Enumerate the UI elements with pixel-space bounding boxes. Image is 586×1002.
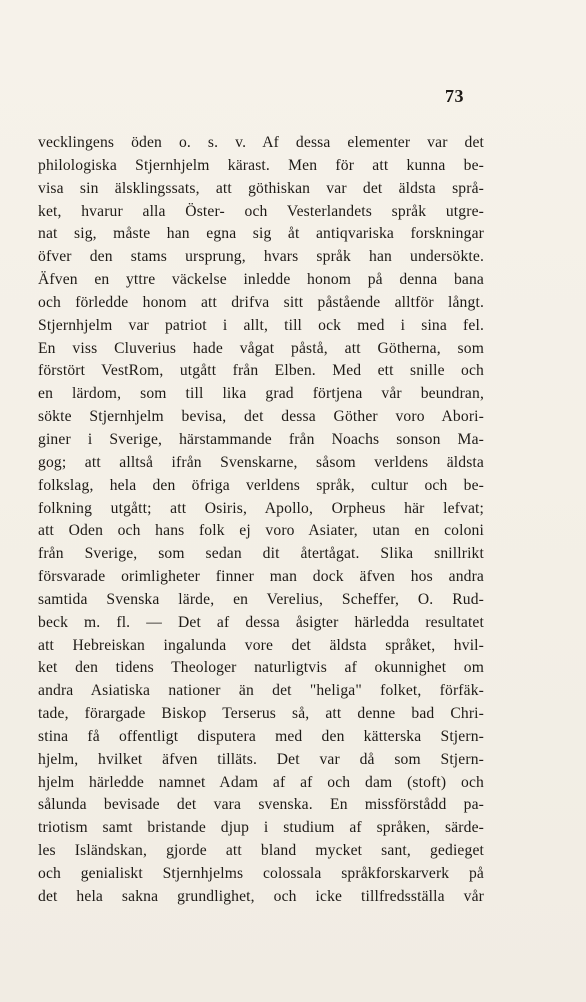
- text-line: nat sig, måste han egna sig åt antiqvariska forskningar: [38, 225, 484, 243]
- text-line: andra Asiatiska nationer än det "heliga" folket, förfäk-: [38, 682, 484, 700]
- text-line: sökte Stjernhjelm bevisa, det dessa Göther voro Abori-: [38, 408, 484, 426]
- text-line: ket den tidens Theologer naturligtvis af okunnighet om: [38, 659, 484, 677]
- text-line: och genialiskt Stjernhjelms colossala språkforskarverk på: [38, 865, 484, 882]
- text-line: giner i Sverige, härstammande från Noachs sonson Ma-: [38, 430, 484, 448]
- text-line: visa sin älsklingssats, att göthiskan var det äldsta språ-: [38, 179, 484, 197]
- text-line: folkslag, hela den öfriga verldens språk, cultur och be-: [38, 476, 484, 494]
- text-line: försvarade orimligheter finner man dock äfven hos andra: [38, 568, 484, 586]
- text-line: philologiska Stjernhjelm kärast. Men för att kunna be-: [38, 156, 484, 174]
- text-line: samtida Svenska lärde, en Verelius, Scheffer, O. Rud-: [38, 590, 484, 608]
- text-line: folkning utgått; att Osiris, Apollo, Orpheus här lefvat;: [38, 499, 484, 517]
- text-line: Stjernhjelm var patriot i allt, till ock med i sina fel.: [38, 316, 484, 334]
- text-line: hjelm, hvilket äfven tilläts. Det var då som Stjern-: [38, 750, 484, 768]
- text-line: och förledde honom att drifva sitt påstående alltför långt.: [38, 293, 484, 311]
- text-line: gog; att alltså ifrån Svenskarne, såsom verldens äldsta: [38, 453, 484, 471]
- text-line: beck m. fl. — Det af dessa åsigter härledda resultatet: [38, 613, 484, 631]
- text-line: förstört VestRom, utgått från Elben. Med ett snille och: [38, 362, 484, 380]
- text-line: att Hebreiskan ingalunda vore det äldsta språket, hvil-: [38, 636, 484, 654]
- text-line: Äfven en yttre väckelse inledde honom på denna bana: [38, 271, 484, 289]
- page-number: 73: [445, 86, 464, 106]
- text-line: tade, förargade Biskop Terserus så, att denne bad Chri-: [38, 705, 484, 723]
- text-line: från Sverige, som sedan dit återtågat. Slika snillrikt: [38, 545, 484, 563]
- text-line: det hela sakna grundlighet, och icke tillfredsställa vår: [38, 887, 484, 905]
- text-line: sålunda bevisade det vara svenska. En missförstådd pa-: [38, 796, 484, 814]
- body-text: [38, 132, 484, 909]
- text-line: öfver den stams ursprung, hvars språk han undersökte.: [38, 248, 484, 266]
- text-line: en lärdom, som till lika grad förtjena vår beundran,: [38, 385, 484, 403]
- text-line: hjelm härledde namnet Adam af af och dam (stoft) och: [38, 773, 484, 791]
- text-line: les Isländskan, gjorde att bland mycket sant, gedieget: [38, 842, 484, 860]
- text-line: att Oden och hans folk ej voro Asiater, utan en coloni: [38, 522, 484, 540]
- text-line: vecklingens öden o. s. v. Af dessa elementer var det: [38, 134, 484, 151]
- text-line: En viss Cluverius hade vågat påstå, att Götherna, som: [38, 339, 484, 357]
- text-line: ket, hvarur alla Öster- och Vesterlandets språk utgre-: [38, 202, 484, 220]
- text-line: triotism samt bristande djup i studium af språken, särde-: [38, 819, 484, 837]
- text-line: stina få offentligt disputera med den kätterska Stjern-: [38, 727, 484, 745]
